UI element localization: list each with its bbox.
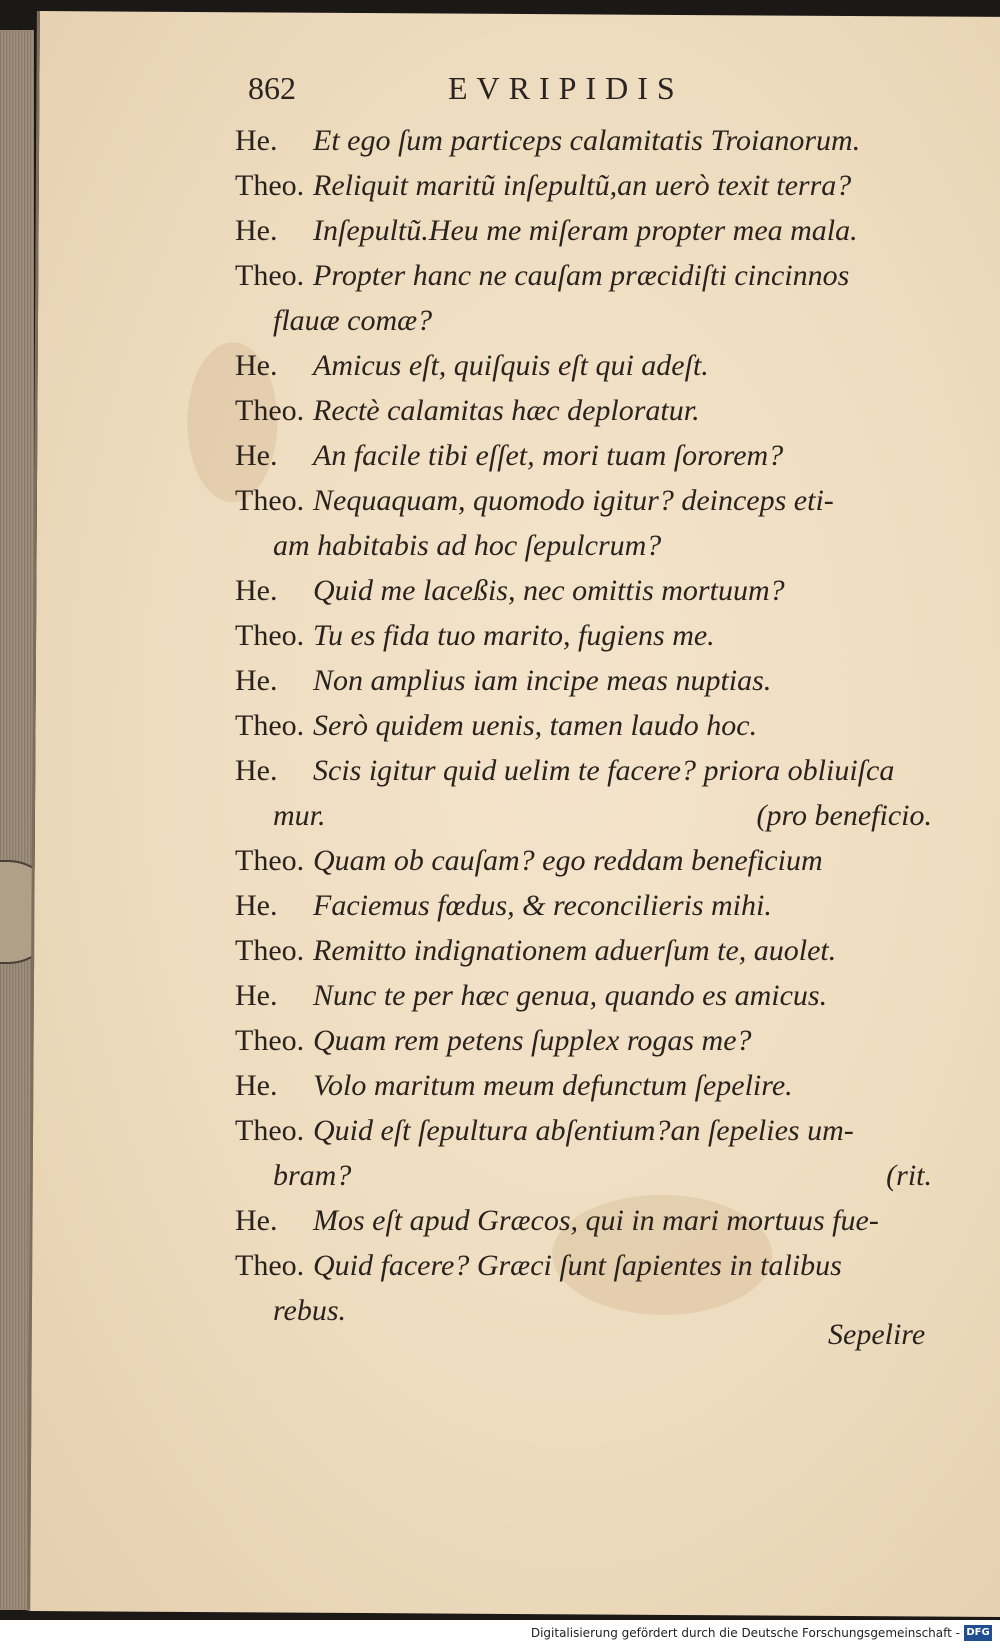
verse-line [235, 928, 980, 973]
speech-text: Faciemus fœdus, & reconcilieris mihi. [313, 889, 772, 922]
footer-credit: Digitalisierung gefördert durch die Deutsche Forschungsgemeinschaft - [530, 1626, 960, 1640]
speech-text: bram? [273, 1159, 352, 1192]
verse-line [235, 748, 980, 793]
verse-line [235, 163, 980, 208]
verse-line [235, 208, 980, 253]
speech-text: Nequaquam, quomodo igitur? deinceps eti- [313, 484, 834, 517]
speaker-label: Theo. [235, 394, 305, 427]
verse-line [235, 253, 980, 298]
speech-text: Amicus eſt, quiſquis eſt qui adeſt. [313, 349, 709, 382]
verse-line [235, 1153, 980, 1198]
speech-text: An facile tibi eſſet, mori tuam ſororem? [313, 439, 784, 472]
speaker-label: He. [235, 1204, 278, 1237]
speaker-label: Theo. [235, 169, 305, 202]
speaker-label: Theo. [235, 1114, 305, 1147]
verse-line [235, 1243, 980, 1288]
verse-line [235, 1108, 980, 1153]
speech-text: Rectè calamitas hæc deploratur. [313, 394, 700, 427]
speech-text: Propter hanc ne cauſam præcidiſti cincinnos [313, 259, 850, 292]
verse-line [235, 838, 980, 883]
speaker-label: He. [235, 214, 278, 247]
verse-line [235, 523, 980, 568]
speech-text: Inſepultũ.Heu me miſeram propter mea mala. [313, 214, 858, 247]
speech-text: Quid me laceßis, nec omittis mortuum? [313, 574, 785, 607]
verse-line [235, 478, 980, 523]
speaker-label: He. [235, 889, 278, 922]
speech-text: rebus. [273, 1294, 347, 1327]
speaker-label: Theo. [235, 619, 305, 652]
speech-text: Quam rem petens ſupplex rogas me? [313, 1024, 752, 1057]
speech-text: Et ego ſum particeps calamitatis Troianorum. [313, 124, 861, 157]
verse-line [235, 388, 980, 433]
verse-line [235, 658, 980, 703]
speaker-label: Theo. [235, 259, 305, 292]
verse-line [235, 568, 980, 613]
speech-text: Serò quidem uenis, tamen laudo hoc. [313, 709, 758, 742]
page-number: 862 [248, 70, 296, 106]
verse-line [235, 883, 980, 928]
verse-line [235, 613, 980, 658]
verse-line [235, 1018, 980, 1063]
speech-text: Remitto indignationem aduerſum te, auolet. [313, 934, 837, 967]
speaker-label: He. [235, 439, 278, 472]
speaker-label: He. [235, 124, 278, 157]
speech-text: flauæ comæ? [273, 304, 433, 337]
speech-text: Non amplius iam incipe meas nuptias. [313, 664, 772, 697]
verse-line [235, 118, 980, 163]
speech-text: Quid facere? Græci ſunt ſapientes in talibus [313, 1249, 842, 1282]
running-head [248, 70, 968, 120]
speech-text: Tu es fida tuo marito, fugiens me. [313, 619, 715, 652]
speaker-label: Theo. [235, 484, 305, 517]
dialogue-text [235, 118, 980, 1333]
verse-line [235, 298, 980, 343]
speech-text: Reliquit maritũ inſepultũ,an uerò texit terra? [313, 169, 852, 202]
catchword: Sepelire [828, 1318, 926, 1351]
verse-line [235, 703, 980, 748]
speech-text: Volo maritum meum defunctum ſepelire. [313, 1069, 793, 1102]
verse-line [235, 973, 980, 1018]
speaker-label: Theo. [235, 709, 305, 742]
speaker-label: He. [235, 1069, 278, 1102]
verse-line [235, 793, 980, 838]
speaker-label: He. [235, 349, 278, 382]
running-title: EVRIPIDIS [448, 70, 684, 106]
runover-text: (pro beneficio. [756, 799, 932, 832]
speech-text: Quid eſt ſepultura abſentium?an ſepelies um- [313, 1114, 854, 1147]
speaker-label: Theo. [235, 934, 305, 967]
speaker-label: He. [235, 754, 278, 787]
speech-text: Nunc te per hæc genua, quando es amicus. [313, 979, 828, 1012]
speaker-label: He. [235, 574, 278, 607]
verse-line [235, 343, 980, 388]
verse-line [235, 1063, 980, 1108]
speaker-label: Theo. [235, 1249, 305, 1282]
digitization-footer [0, 1620, 1000, 1649]
dfg-logo: DFG [964, 1625, 992, 1641]
speech-text: Scis igitur quid uelim te facere? priora obliuiſca [313, 754, 895, 787]
speech-text: Quam ob cauſam? ego reddam beneficium [313, 844, 823, 877]
speaker-label: He. [235, 664, 278, 697]
speech-text: mur. [273, 799, 326, 832]
speaker-label: Theo. [235, 844, 305, 877]
verse-line [235, 1198, 980, 1243]
speech-text: Mos eſt apud Græcos, qui in mari mortuus fue- [313, 1204, 879, 1237]
speaker-label: Theo. [235, 1024, 305, 1057]
runover-text: (rit. [886, 1159, 932, 1192]
speaker-label: He. [235, 979, 278, 1012]
verse-line [235, 433, 980, 478]
speech-text: am habitabis ad hoc ſepulcrum? [273, 529, 662, 562]
